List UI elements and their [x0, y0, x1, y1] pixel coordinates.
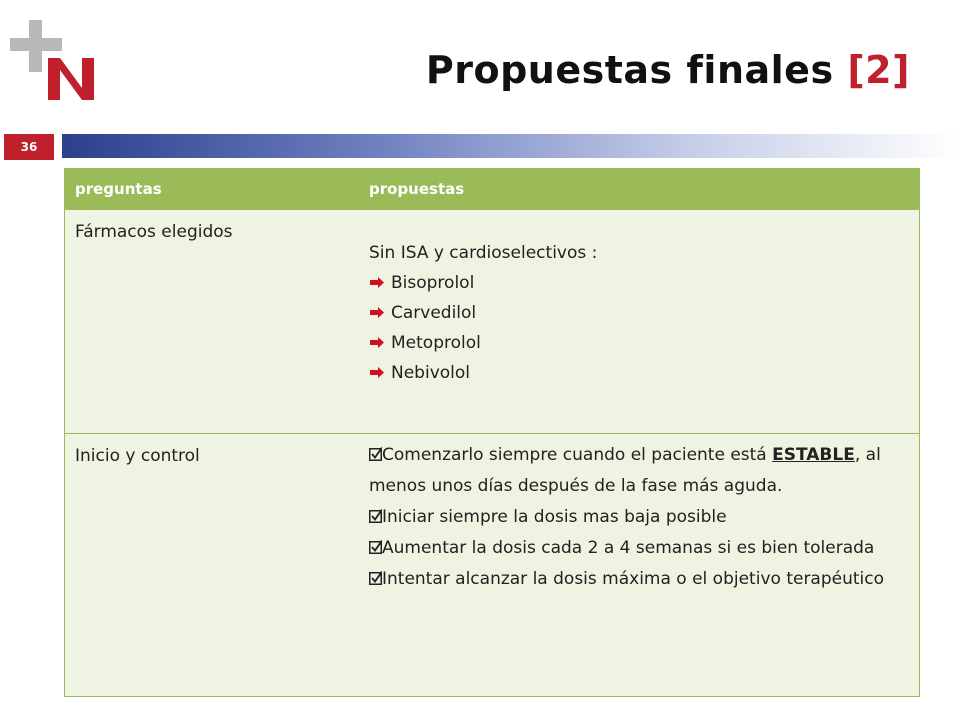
- list-item: Carvedilol: [369, 298, 919, 328]
- plus-n-logo: [10, 18, 100, 108]
- list-item: Iniciar siempre la dosis mas baja posible: [369, 502, 899, 533]
- checkbox-icon: [369, 540, 382, 554]
- proposals-table: [64, 168, 920, 697]
- arrow-bullet-icon: [370, 337, 384, 348]
- question-cell: Inicio y control: [65, 434, 360, 697]
- proposal-cell: [359, 434, 920, 697]
- checkbox-icon: [369, 571, 382, 585]
- header-propuestas: propuestas: [359, 169, 920, 210]
- arrow-bullet-icon: [370, 307, 384, 318]
- list-item: Bisoprolol: [369, 268, 919, 298]
- arrow-bullet-icon: [370, 277, 384, 288]
- checkbox-icon: [369, 447, 382, 461]
- proposal-cell: [359, 210, 920, 434]
- list-item: Intentar alcanzar la dosis máxima o el objetivo terapéutico: [369, 564, 899, 595]
- table-row: [65, 210, 920, 434]
- question-cell: Fármacos elegidos: [65, 210, 360, 434]
- table-row: [65, 434, 920, 697]
- arrow-bullet-icon: [370, 367, 384, 378]
- list-item: Comenzarlo siempre cuando el paciente está ESTABLE, al menos unos días después de la fase más aguda.: [369, 445, 881, 496]
- emphasis-text: ESTABLE: [772, 445, 855, 465]
- header-gradient-bar: [62, 134, 960, 158]
- drug-intro: Sin ISA y cardioselectivos :: [369, 243, 598, 263]
- title-reference: [2]: [847, 48, 910, 92]
- list-item: Aumentar la dosis cada 2 a 4 semanas si es bien tolerada: [369, 533, 899, 564]
- table-header-row: [65, 169, 920, 210]
- checkbox-icon: [369, 509, 382, 523]
- list-item: Nebivolol: [369, 358, 919, 388]
- list-item: Metoprolol: [369, 328, 919, 358]
- header-preguntas: preguntas: [65, 169, 360, 210]
- page-title: Propuestas finales [2]: [425, 48, 910, 92]
- slide-number: 36: [4, 134, 54, 160]
